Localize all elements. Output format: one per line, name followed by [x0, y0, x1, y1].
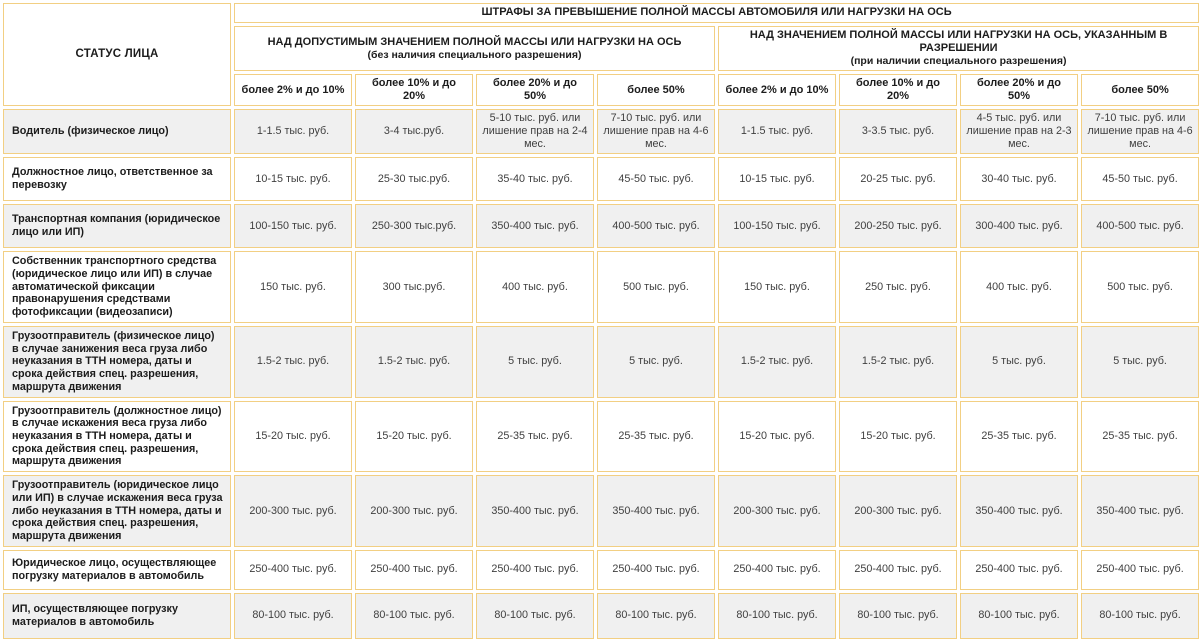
fine-value-cell: 250-400 тыс. руб. — [839, 550, 957, 590]
fine-value-cell: 250-300 тыс.руб. — [355, 204, 473, 248]
fine-value-cell: 80-100 тыс. руб. — [355, 593, 473, 639]
group-header-without-permit — [234, 26, 715, 71]
main-header: ШТРАФЫ ЗА ПРЕВЫШЕНИЕ ПОЛНОЙ МАССЫ АВТОМОБИЛЯ ИЛИ НАГРУЗКИ НА ОСЬ — [234, 3, 1199, 23]
fine-value-cell: 150 тыс. руб. — [718, 251, 836, 323]
group-title: НАД ЗНАЧЕНИЕМ ПОЛНОЙ МАССЫ ИЛИ НАГРУЗКИ НА ОСЬ, УКАЗАННЫМ В РАЗРЕШЕНИИ — [749, 29, 1168, 55]
table-row — [3, 251, 1199, 323]
fine-value-cell: 1.5-2 тыс. руб. — [355, 326, 473, 398]
fine-value-cell: 250-400 тыс. руб. — [597, 550, 715, 590]
fine-value-cell: 5-10 тыс. руб. или лишение прав на 2-4 мес. — [476, 109, 594, 154]
fine-value-cell: 5 тыс. руб. — [597, 326, 715, 398]
fine-value-cell: 20-25 тыс. руб. — [839, 157, 957, 201]
fine-value-cell: 80-100 тыс. руб. — [234, 593, 352, 639]
fine-value-cell: 1.5-2 тыс. руб. — [234, 326, 352, 398]
fine-value-cell: 250-400 тыс. руб. — [1081, 550, 1199, 590]
fine-value-cell: 200-300 тыс. руб. — [718, 475, 836, 547]
fine-value-cell: 1.5-2 тыс. руб. — [839, 326, 957, 398]
fine-value-cell: 500 тыс. руб. — [597, 251, 715, 323]
fine-value-cell: 80-100 тыс. руб. — [718, 593, 836, 639]
fine-value-cell: 250-400 тыс. руб. — [718, 550, 836, 590]
status-cell: Юридическое лицо, осуществляющее погрузку материалов в автомобиль — [3, 550, 231, 590]
fine-value-cell: 4-5 тыс. руб. или лишение прав на 2-3 мес. — [960, 109, 1078, 154]
fine-value-cell: 200-300 тыс. руб. — [839, 475, 957, 547]
fine-value-cell: 200-250 тыс. руб. — [839, 204, 957, 248]
fine-value-cell: 10-15 тыс. руб. — [718, 157, 836, 201]
fine-value-cell: 400-500 тыс. руб. — [1081, 204, 1199, 248]
fine-value-cell: 80-100 тыс. руб. — [1081, 593, 1199, 639]
fine-value-cell: 350-400 тыс. руб. — [1081, 475, 1199, 547]
table-row — [3, 593, 1199, 639]
fine-value-cell: 25-35 тыс. руб. — [960, 401, 1078, 473]
status-cell: Грузоотправитель (юридическое лицо или ИП) в случае искажения веса груза либо неуказания в ТТН номера, даты и срока действия спец. разрешения, маршрута движения — [3, 475, 231, 547]
table-row — [3, 401, 1199, 473]
range-header-cell: более 50% — [597, 74, 715, 106]
fine-value-cell: 25-35 тыс. руб. — [476, 401, 594, 473]
fine-value-cell: 25-35 тыс. руб. — [1081, 401, 1199, 473]
fine-value-cell: 250 тыс. руб. — [839, 251, 957, 323]
fine-value-cell: 5 тыс. руб. — [1081, 326, 1199, 398]
table-header — [3, 3, 1199, 106]
fine-value-cell: 15-20 тыс. руб. — [839, 401, 957, 473]
fine-value-cell: 45-50 тыс. руб. — [1081, 157, 1199, 201]
fine-value-cell: 350-400 тыс. руб. — [476, 475, 594, 547]
status-cell: Транспортная компания (юридическое лицо или ИП) — [3, 204, 231, 248]
fine-value-cell: 80-100 тыс. руб. — [597, 593, 715, 639]
fine-value-cell: 150 тыс. руб. — [234, 251, 352, 323]
fine-value-cell: 45-50 тыс. руб. — [597, 157, 715, 201]
table-row — [3, 326, 1199, 398]
status-cell: Должностное лицо, ответственное за перевозку — [3, 157, 231, 201]
group-subtitle: (без наличия специального разрешения) — [367, 48, 582, 61]
fine-value-cell: 15-20 тыс. руб. — [718, 401, 836, 473]
fine-value-cell: 3-3.5 тыс. руб. — [839, 109, 957, 154]
status-cell: Грузоотправитель (должностное лицо) в случае искажения веса груза либо неуказания в ТТН номера, даты и срока действия спец. разрешения, маршрута движения — [3, 401, 231, 473]
fine-value-cell: 300-400 тыс. руб. — [960, 204, 1078, 248]
fine-value-cell: 15-20 тыс. руб. — [234, 401, 352, 473]
fine-value-cell: 1-1.5 тыс. руб. — [718, 109, 836, 154]
fine-value-cell: 200-300 тыс. руб. — [234, 475, 352, 547]
fine-value-cell: 1.5-2 тыс. руб. — [718, 326, 836, 398]
fines-body — [3, 109, 1199, 639]
fine-value-cell: 30-40 тыс. руб. — [960, 157, 1078, 201]
status-cell: ИП, осуществляющее погрузку материалов в автомобиль — [3, 593, 231, 639]
status-cell: Водитель (физическое лицо) — [3, 109, 231, 154]
table-row — [3, 475, 1199, 547]
status-column-header: СТАТУС ЛИЦА — [3, 3, 231, 106]
fine-value-cell: 15-20 тыс. руб. — [355, 401, 473, 473]
fine-value-cell: 7-10 тыс. руб. или лишение прав на 4-6 мес. — [1081, 109, 1199, 154]
table-row — [3, 157, 1199, 201]
fine-value-cell: 7-10 тыс. руб. или лишение прав на 4-6 мес. — [597, 109, 715, 154]
range-header-cell: более 20% и до 50% — [960, 74, 1078, 106]
fine-value-cell: 250-400 тыс. руб. — [960, 550, 1078, 590]
fine-value-cell: 5 тыс. руб. — [476, 326, 594, 398]
fine-value-cell: 5 тыс. руб. — [960, 326, 1078, 398]
table-row — [3, 109, 1199, 154]
fine-value-cell: 400 тыс. руб. — [960, 251, 1078, 323]
fine-value-cell: 3-4 тыс.руб. — [355, 109, 473, 154]
fine-value-cell: 10-15 тыс. руб. — [234, 157, 352, 201]
fine-value-cell: 80-100 тыс. руб. — [476, 593, 594, 639]
range-header-cell: более 10% и до 20% — [839, 74, 957, 106]
fine-value-cell: 100-150 тыс. руб. — [718, 204, 836, 248]
fine-value-cell: 300 тыс.руб. — [355, 251, 473, 323]
range-header-cell: более 20% и до 50% — [476, 74, 594, 106]
table-row — [3, 204, 1199, 248]
fine-value-cell: 350-400 тыс. руб. — [960, 475, 1078, 547]
group-header-with-permit — [718, 26, 1199, 71]
range-header-cell: более 2% и до 10% — [718, 74, 836, 106]
range-header-cell: более 2% и до 10% — [234, 74, 352, 106]
fine-value-cell: 400-500 тыс. руб. — [597, 204, 715, 248]
fine-value-cell: 1-1.5 тыс. руб. — [234, 109, 352, 154]
fine-value-cell: 350-400 тыс. руб. — [597, 475, 715, 547]
group-title: НАД ДОПУСТИМЫМ ЗНАЧЕНИЕМ ПОЛНОЙ МАССЫ ИЛИ НАГРУЗКИ НА ОСЬ — [267, 35, 682, 48]
status-cell: Грузоотправитель (физическое лицо) в случае занижения веса груза либо неуказания в ТТН номера, даты и срока действия спец. разрешения, маршрута движения — [3, 326, 231, 398]
fine-value-cell: 250-400 тыс. руб. — [355, 550, 473, 590]
status-cell: Собственник транспортного средства (юридическое лицо или ИП) в случае автоматической фиксации правонарушения средствами фотофиксации (видеозаписи) — [3, 251, 231, 323]
table-row — [3, 550, 1199, 590]
range-header-cell: более 10% и до 20% — [355, 74, 473, 106]
fine-value-cell: 80-100 тыс. руб. — [839, 593, 957, 639]
group-subtitle: (при наличии специального разрешения) — [850, 55, 1067, 68]
main-header-row — [3, 3, 1199, 23]
fine-value-cell: 250-400 тыс. руб. — [476, 550, 594, 590]
fine-value-cell: 100-150 тыс. руб. — [234, 204, 352, 248]
range-header-cell: более 50% — [1081, 74, 1199, 106]
fine-value-cell: 250-400 тыс. руб. — [234, 550, 352, 590]
fine-value-cell: 25-30 тыс.руб. — [355, 157, 473, 201]
fine-value-cell: 500 тыс. руб. — [1081, 251, 1199, 323]
fine-value-cell: 350-400 тыс. руб. — [476, 204, 594, 248]
fine-value-cell: 400 тыс. руб. — [476, 251, 594, 323]
fine-value-cell: 80-100 тыс. руб. — [960, 593, 1078, 639]
fine-value-cell: 200-300 тыс. руб. — [355, 475, 473, 547]
fine-value-cell: 25-35 тыс. руб. — [597, 401, 715, 473]
fine-value-cell: 35-40 тыс. руб. — [476, 157, 594, 201]
